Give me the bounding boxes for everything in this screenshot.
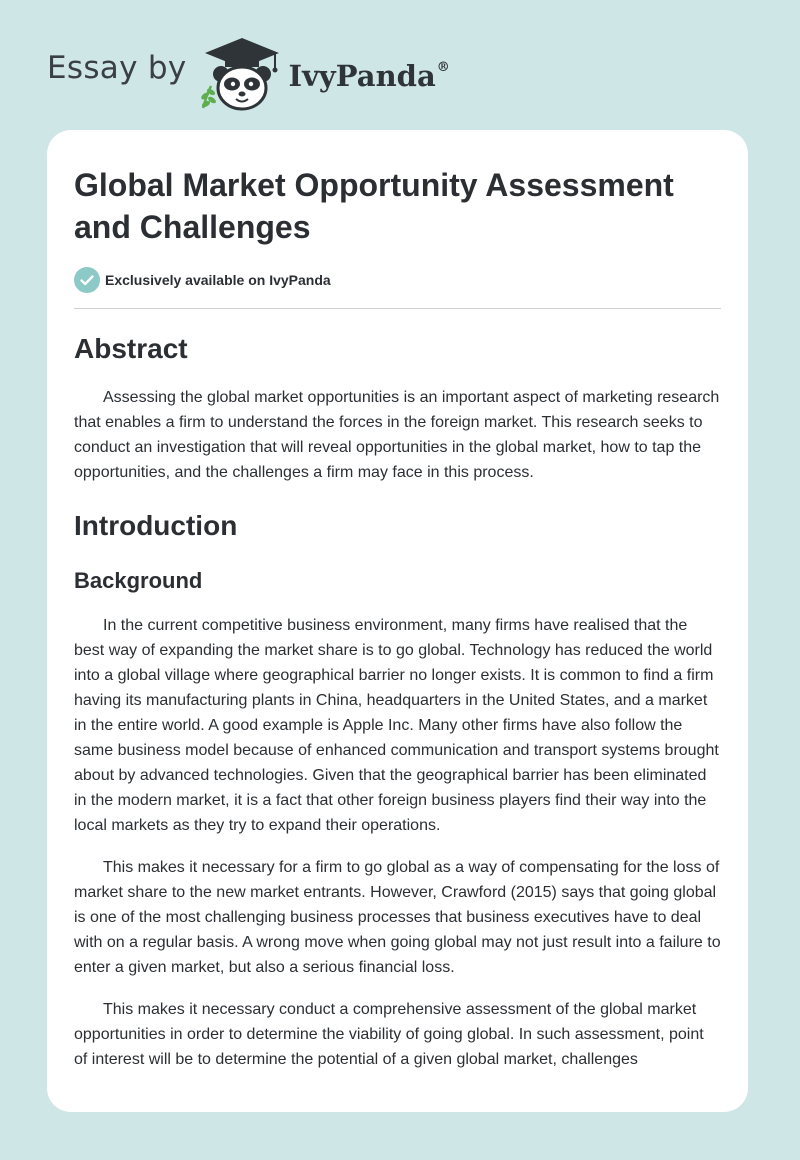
exclusive-badge [74, 267, 721, 293]
check-circle-icon [74, 267, 100, 293]
brand-prefix: Essay by [47, 50, 187, 86]
brand-logo[interactable] [47, 36, 450, 112]
essay-card [47, 130, 748, 1112]
introduction-heading: Introduction [74, 510, 238, 541]
title-divider [74, 308, 721, 309]
abstract-heading: Abstract [74, 333, 188, 364]
background-heading: Background [74, 568, 203, 593]
body-paragraph-1: In the current competitive business environment, many firms have realised that the best way of expanding the market share is to go global. Technology has reduced the world into a global village where geographical barrier no longer exists. It is common to find a firm having its manufacturing plants in China, headquarters in the United States, and a market in the entire world. A good example is Apple Inc. Many other firms have also follow the same business model because of enhanced communication and transport systems brought about by advanced technologies. Given that the geographical barrier has been eliminated in the modern market, it is a fact that other foreign business players find their way into the local markets as they try to expand their operations. [74, 617, 719, 834]
panda-graduate-icon [197, 36, 287, 112]
body-paragraph-3: This makes it necessary conduct a comprehensive assessment of the global market opportunities in order to determine the viability of going global. In such assessment, point of interest will be to determine the potential of a given global market, challenges [74, 1001, 704, 1068]
registered-mark: ® [436, 60, 450, 76]
brand-name: IvyPanda® [288, 59, 450, 93]
page-title: Global Market Opportunity Assessment and Challenges [74, 167, 674, 245]
body-paragraph-2: This makes it necessary for a firm to go global as a way of compensating for the loss of market share to the new market entrants. However, Crawford (2015) says that going global is one of the most challenging business processes that business executives have to deal with on a regular basis. A wrong move when going global may not just result into a failure to enter a given market, but also a serious financial loss. [74, 859, 721, 976]
exclusive-text: Exclusively available on IvyPanda [105, 272, 331, 288]
abstract-paragraph: Assessing the global market opportunities is an important aspect of marketing research that enables a firm to understand the forces in the foreign market. This research seeks to conduct an investigation that will reveal opportunities in the global market, how to tap the opportunities, and the challenges a firm may face in this process. [74, 389, 720, 481]
